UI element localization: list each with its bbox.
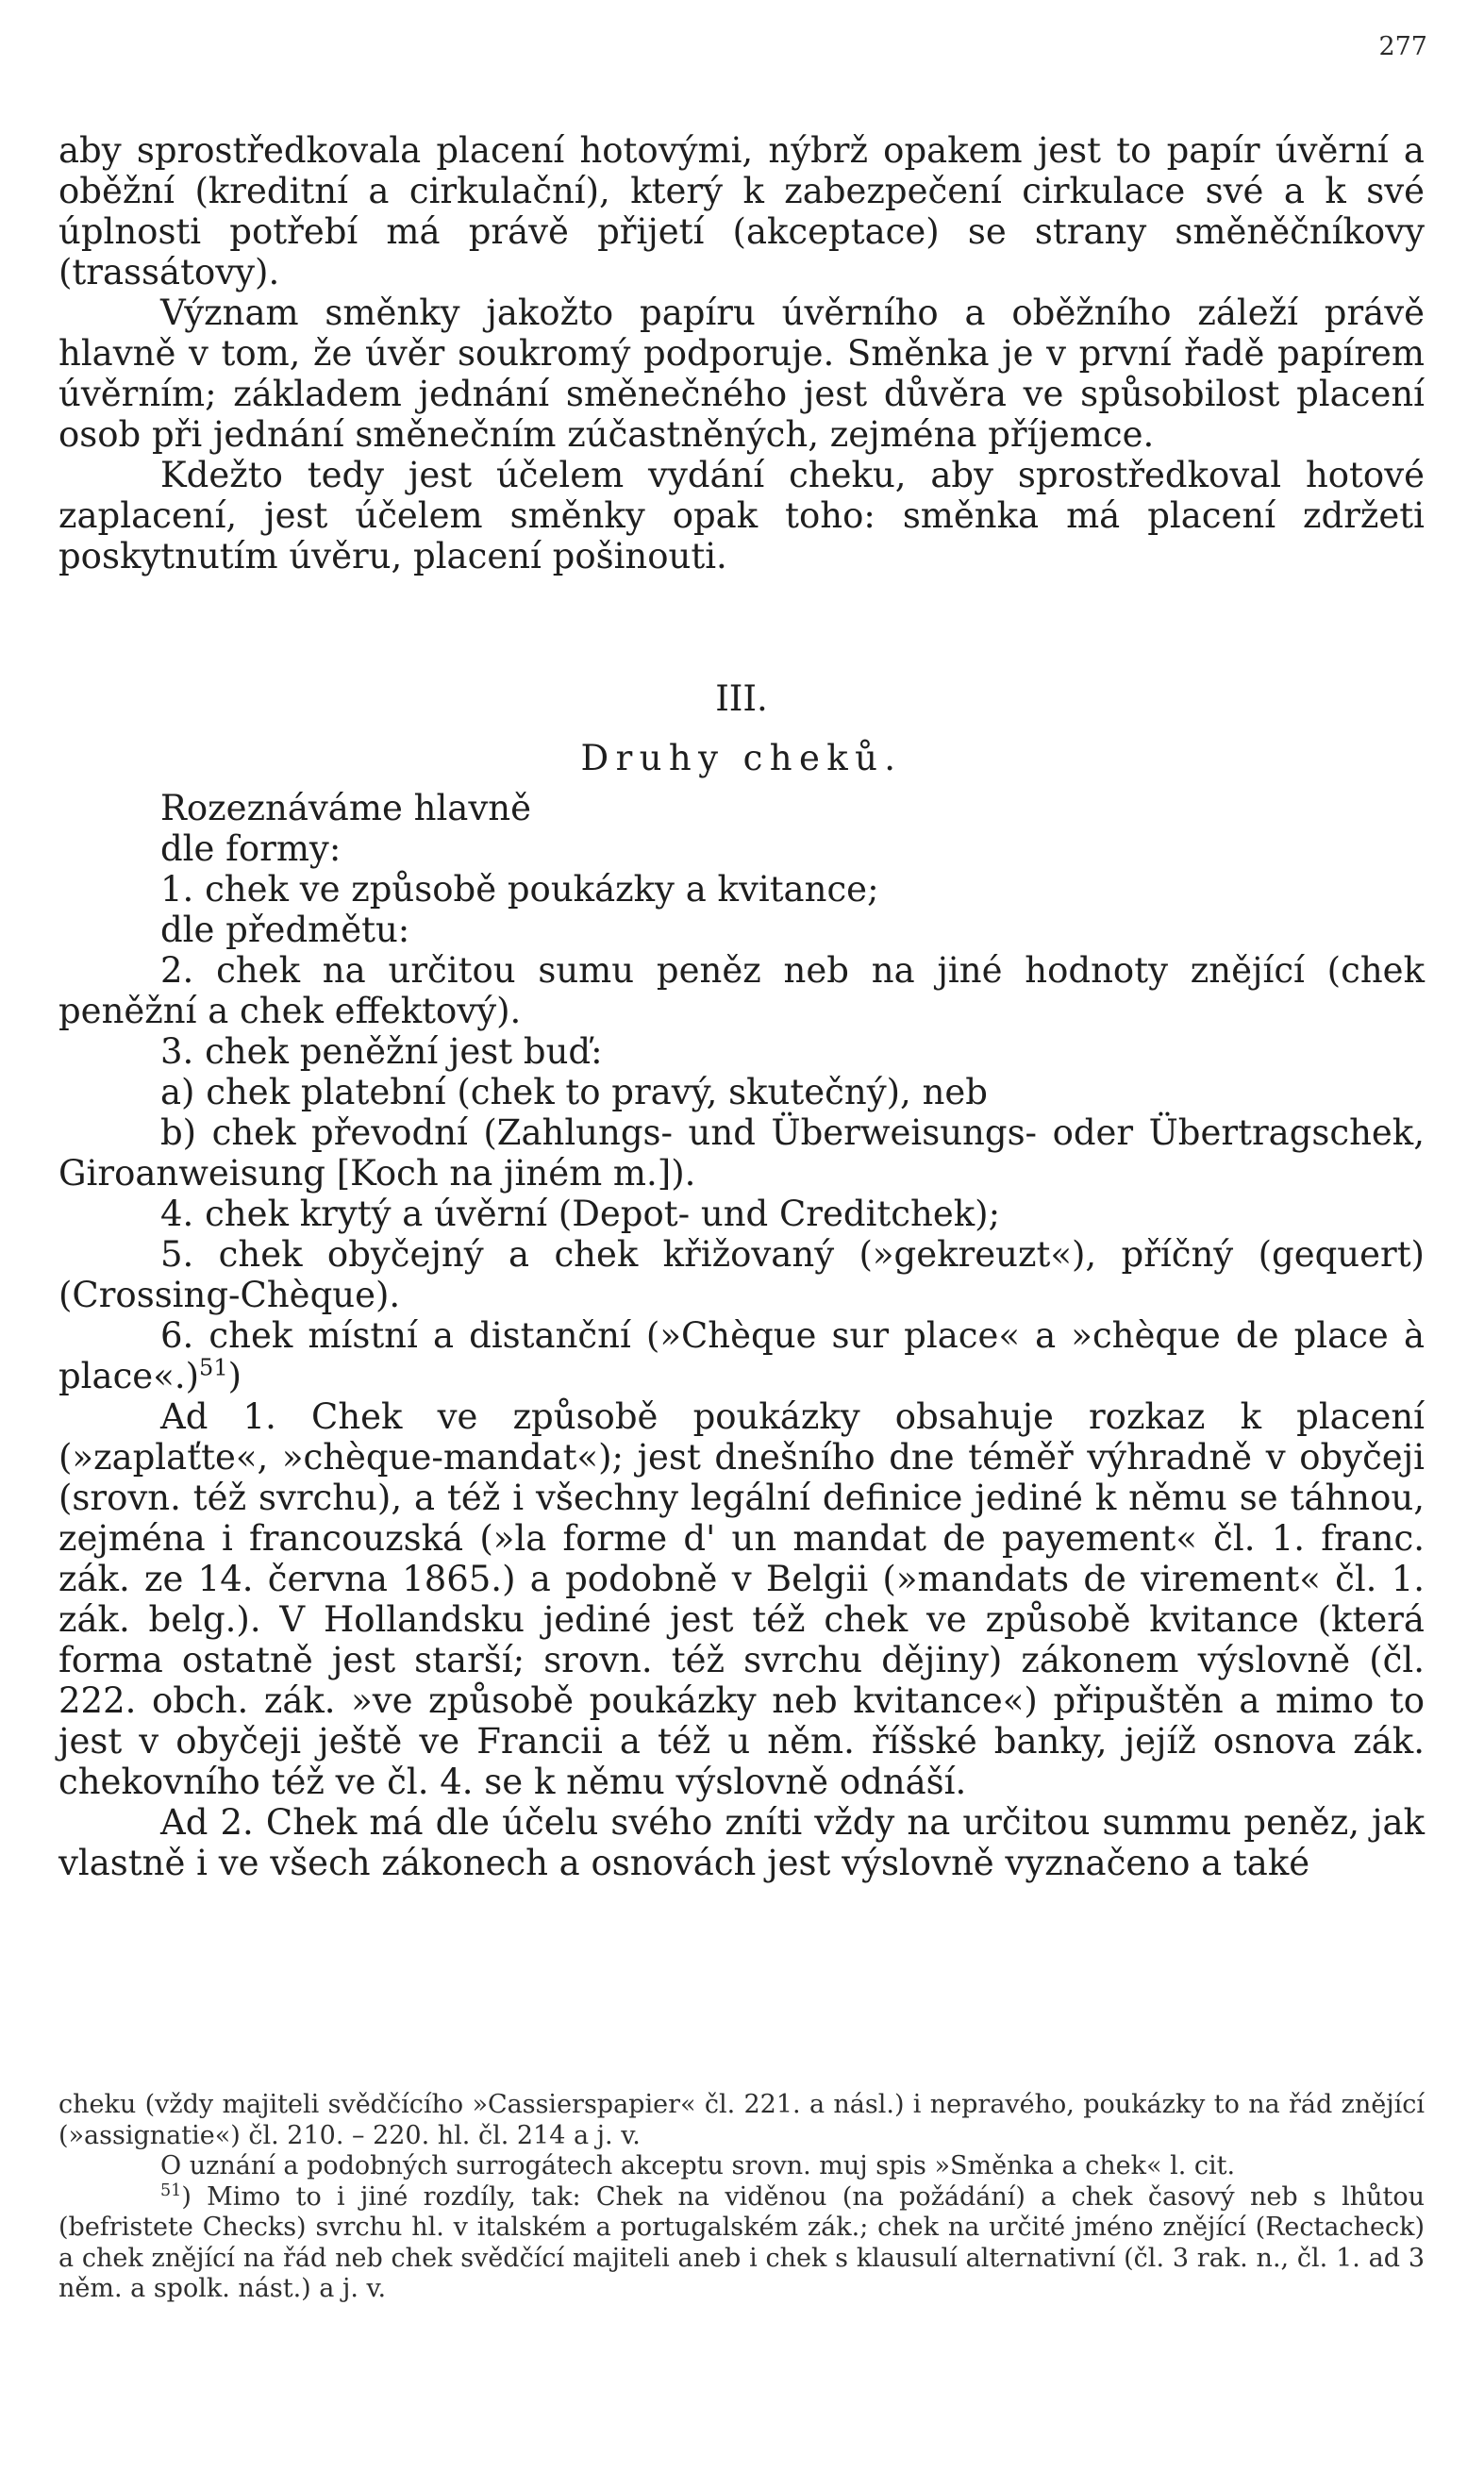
paragraph-intro-1: aby sprostředkovala placení hotovými, nýbrž opakem jest to papír úvěrní a oběžní (kreditní a cirkulační), který k zabezpečení cirkulace své a k své úplnosti potřebí má právě přijetí (akceptace) se strany směněčníkovy (trassátovy). xyxy=(58,130,1425,292)
list-item-2: 2. chek na určitou sumu peněz neb na jiné hodnoty znějící (chek peněžní a chek effektový). xyxy=(58,950,1425,1031)
list-item-3b: b) chek převodní (Zahlungs- und Überweisungs- oder Übertragschek, Giroanweisung [Koch na jiném m.]). xyxy=(58,1112,1425,1194)
footnote-51 xyxy=(58,2182,1425,2305)
footnote-acceptance: O uznání a podobných surrogátech akceptu srovn. muj spis »Směnka a chek« l. cit. xyxy=(160,2151,1236,2180)
list-item-6-tail: ) xyxy=(227,1356,242,1396)
paragraph-ad-2: Ad 2. Chek má dle účelu svého zníti vždy na určitou summu peněz, jak vlastně i ve všech zákonech a osnovách jest výslovně vyznačeno a také xyxy=(58,1802,1425,1883)
list-item-5: 5. chek obyčejný a chek křižovaný (»gekreuzt«), příčný (gequert) (Crossing-Chèque). xyxy=(58,1234,1425,1315)
list-item-6-text: 6. chek místní a distanční (»Chèque sur place« a »chèque de place à place«.) xyxy=(58,1315,1425,1396)
section-title: Druhy cheků. xyxy=(580,738,903,778)
footnote-ref-51: 51 xyxy=(199,1354,228,1381)
footnote-continuation: cheku (vždy majiteli svědčícího »Cassierspapier« čl. 221. a násl.) i nepravého, poukázky to na řád znějící (»assignatie«) čl. 210. – 220. hl. čl. 214 a j. v. xyxy=(58,2090,1425,2150)
page-number: 277 xyxy=(1378,32,1427,61)
body-text xyxy=(58,130,1425,1883)
footnote-51-number: 51 xyxy=(160,2180,182,2200)
list-item-3a: a) chek platební (chek to pravý, skutečný), neb xyxy=(160,1072,988,1112)
paragraph-ad-1: Ad 1. Chek ve způsobě poukázky obsahuje rozkaz k placení (»zaplaťte«, »chèque-mandat«); jest dnešního dne téměř výhradně v obyčeji (srovn. též svrchu), a též i všechny legální definice jediné k němu se táhnou, zejména i francouzská (»la forme d' un mandat de payement« čl. 1. franc. zák. ze 14. června 1865.) a podobně v Belgii (»mandats de virement« čl. 1. zák. belg.). V Hollandsku jediné jest též chek ve způsobě kvitance (která forma ostatně jest starší; srovn. též svrchu dějiny) zákonem výslovně (čl. 222. obch. zák. »ve způsobě poukázky neb kvitance«) připuštěn a mimo to jest v obyčeji ještě ve Francii a též u něm. říšské banky, jejíž osnova zák. chekovního též ve čl. 4. se k němu výslovně odnáší. xyxy=(58,1396,1425,1802)
paragraph-intro-2: Význam směnky jakožto papíru úvěrního a oběžního záleží právě hlavně v tom, že úvěr soukromý podporuje. Směnka je v první řadě papírem úvěrním; základem jednání směnečného jest důvěra ve spůsobilost placení osob při jednání směnečním zúčastněných, zejména příjemce. xyxy=(58,292,1425,455)
list-item-1: 1. chek ve způsobě poukázky a kvitance; xyxy=(160,869,879,910)
section-numeral: III. xyxy=(715,678,768,719)
list-subject-label: dle předmětu: xyxy=(160,910,410,950)
list-form-label: dle formy: xyxy=(160,828,342,869)
list-item-6 xyxy=(58,1315,1425,1396)
footnote-51-text: ) Mimo to i jiné rozdíly, tak: Chek na viděnou (na požádání) a chek časový neb s lhůtou (befristete Checks) svrchu hl. v italském a portugalském zák.; chek na určité jméno znějící (Rectacheck) a chek znějící na řád neb chek svědčící majiteli aneb i chek s klausulí alternativní (čl. 3 rak. n., čl. 1. ad 3 něm. a spolk. nást.) a j. v. xyxy=(58,2181,1425,2303)
list-item-3: 3. chek peněžní jest buď: xyxy=(160,1031,603,1072)
footnotes xyxy=(58,2090,1425,2305)
list-intro: Rozeznáváme hlavně xyxy=(160,788,531,828)
list-item-4: 4. chek krytý a úvěrní (Depot- und Creditchek); xyxy=(160,1194,1001,1234)
paragraph-intro-3: Kdežto tedy jest účelem vydání cheku, aby sprostředkoval hotové zaplacení, jest účelem směnky opak toho: směnka má placení zdržeti poskytnutím úvěru, placení pošinouti. xyxy=(58,455,1425,576)
